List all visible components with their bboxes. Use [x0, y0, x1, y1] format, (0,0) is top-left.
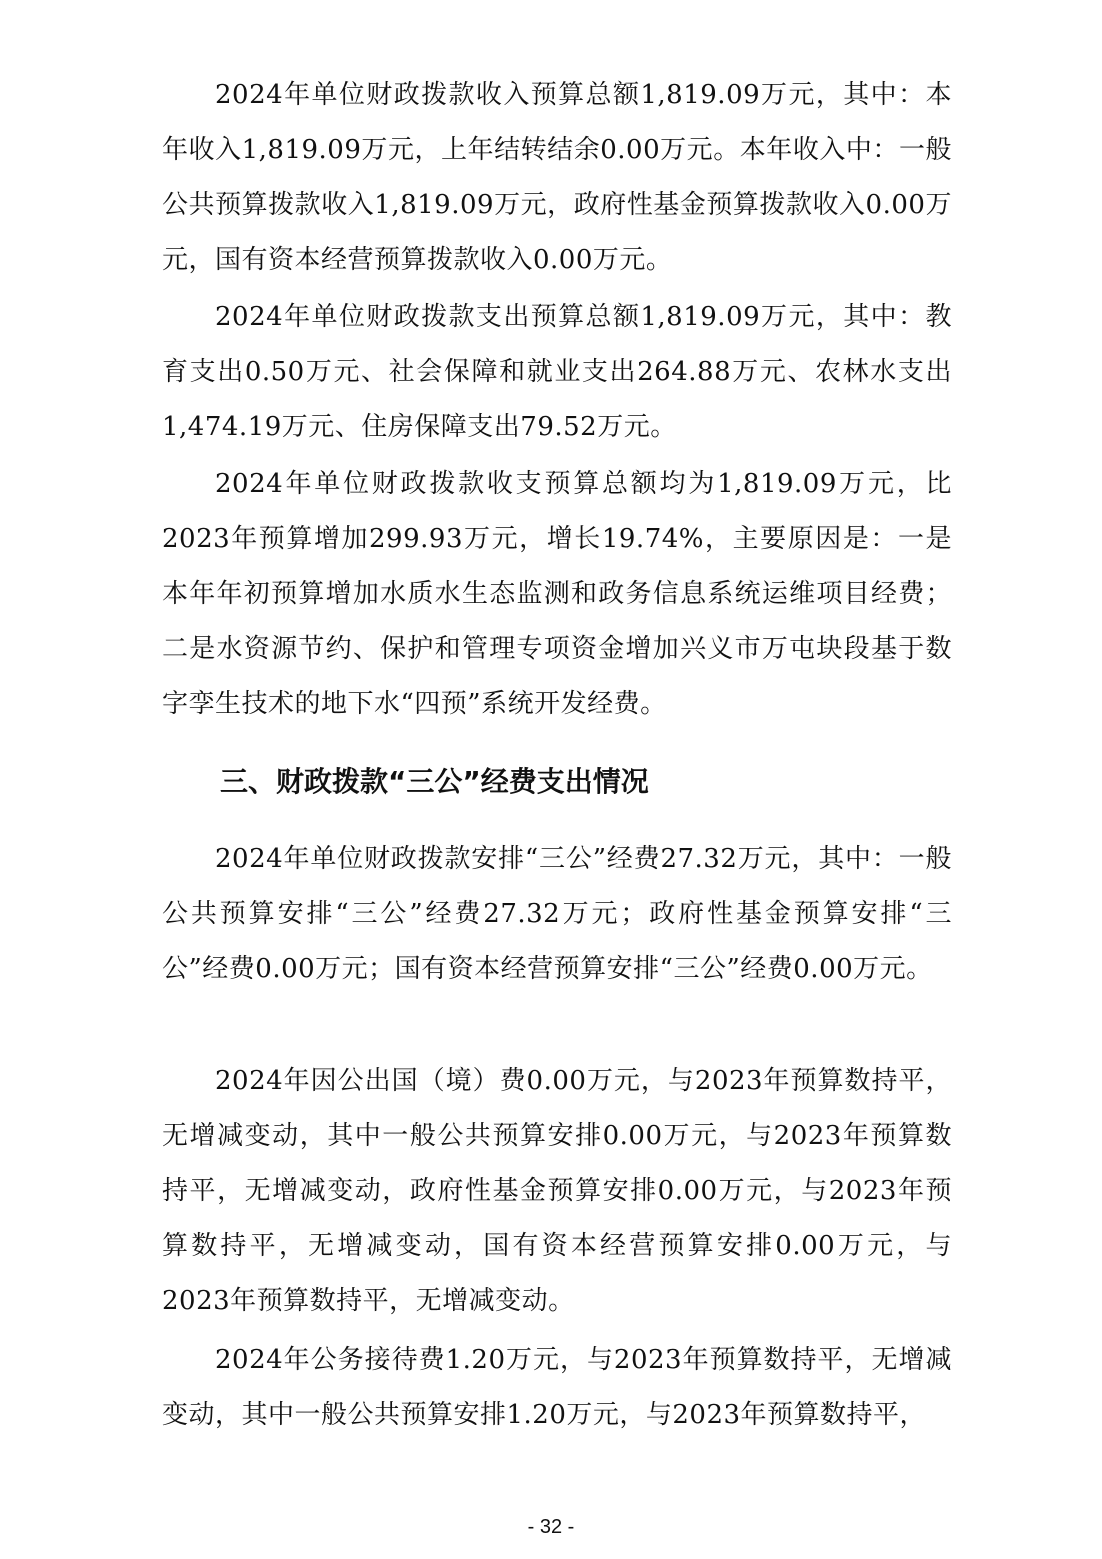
paragraph-budget-change: 2024年单位财政拨款收支预算总额均为1,819.09万元，比2023年预算增加299.93万元，增长19.74%，主要原因是：一是本年年初预算增加水质水生态监测和政务信息系统运维项目经费；二是水资源节约、保护和管理专项资金增加兴义市万屯块段基于数字孪生技术的地下水“四预”系统开发经费。	[162, 469, 952, 719]
paragraph-expenditure-budget: 2024年单位财政拨款支出预算总额1,819.09万元，其中：教育支出0.50万元、社会保障和就业支出264.88万元、农林水支出1,474.19万元、住房保障支出79.52万元。	[162, 302, 952, 442]
section-heading-three-public-expenses: 三、财政拨款“三公”经费支出情况	[220, 765, 649, 798]
paragraph-revenue-budget: 2024年单位财政拨款收入预算总额1,819.09万元，其中：本年收入1,819.09万元，上年结转结余0.00万元。本年收入中：一般公共预算拨款收入1,819.09万元，政府性基金预算拨款收入0.00万元，国有资本经营预算拨款收入0.00万元。	[162, 80, 952, 275]
paragraph-official-reception: 2024年公务接待费1.20万元，与2023年预算数持平，无增减变动，其中一般公共预算安排1.20万元，与2023年预算数持平，	[162, 1345, 952, 1430]
paragraph-three-public-total: 2024年单位财政拨款安排“三公”经费27.32万元，其中：一般公共预算安排“三公”经费27.32万元；政府性基金预算安排“三公”经费0.00万元；国有资本经营预算安排“三公”经费0.00万元。	[162, 844, 952, 984]
page-number: - 32 -	[527, 1516, 575, 1538]
paragraph-overseas-travel: 2024年因公出国（境）费0.00万元，与2023年预算数持平，无增减变动，其中一般公共预算安排0.00万元，与2023年预算数持平，无增减变动，政府性基金预算安排0.00万元，与2023年预算数持平，无增减变动，国有资本经营预算安排0.00万元，与2023年预算数持平，无增减变动。	[162, 1066, 952, 1316]
